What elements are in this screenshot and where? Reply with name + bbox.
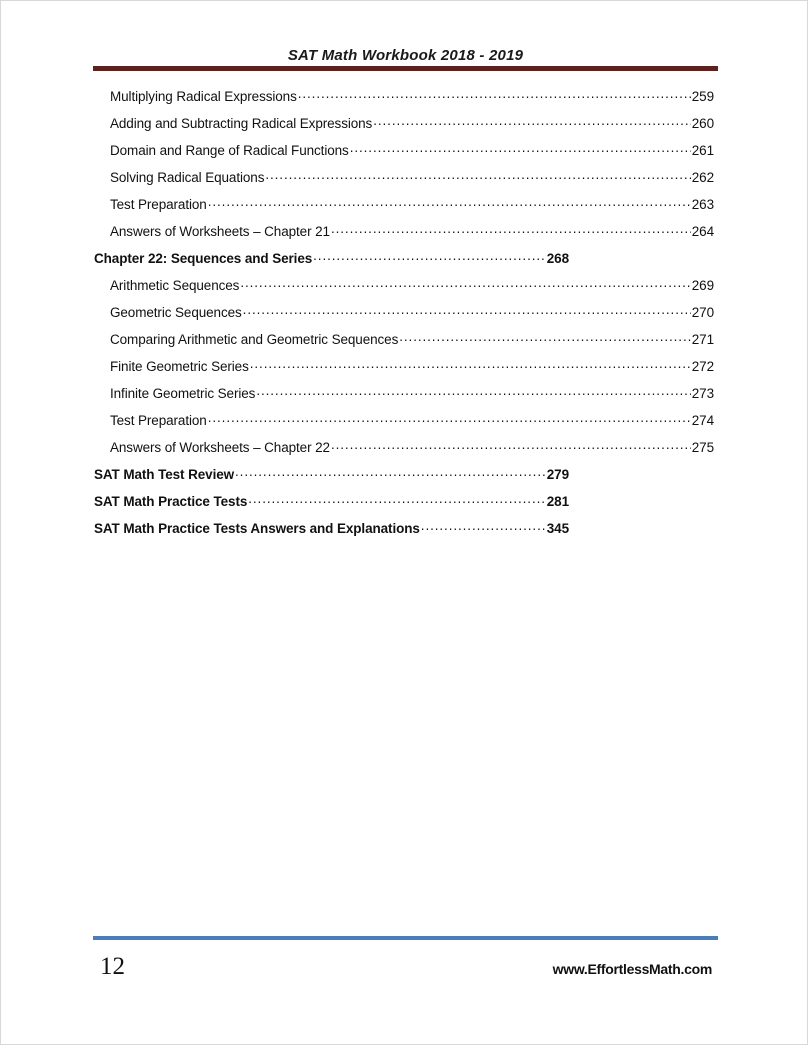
page-header-title: SAT Math Workbook 2018 - 2019 [287,47,524,64]
footer-page-number: 12 [100,953,125,980]
toc-entry-page-number: 272 [691,358,714,374]
toc-leader-dots [265,168,690,182]
toc-leader-dots [331,438,691,452]
footer-website: www.EffortlessMath.com [552,961,712,977]
toc-entry-label: Infinite Geometric Series [110,385,256,401]
toc-leader-dots [399,330,691,344]
toc-entry-page-number: 271 [691,331,714,347]
toc-entry-page-number: 262 [691,169,714,185]
toc-entry-label: Adding and Subtracting Radical Expressions [110,115,373,131]
toc-entry-label: Solving Radical Equations [110,169,265,185]
toc-leader-dots [350,141,691,155]
toc-entry[interactable] [1,276,808,303]
toc-entry-page-number: 260 [691,115,714,131]
toc-entry[interactable] [1,492,808,519]
toc-entry-page-number: 264 [691,223,714,239]
toc-entry-label: Domain and Range of Radical Functions [110,142,349,158]
toc-entry[interactable] [1,438,808,465]
toc-entry[interactable] [1,303,808,330]
toc-entry[interactable] [1,384,808,411]
toc-entry-page-number: 270 [691,304,714,320]
toc-entry-label: SAT Math Test Review [94,466,235,482]
toc-entry-page-number: 259 [691,88,714,104]
toc-entry-page-number: 345 [546,520,569,536]
toc-entry[interactable] [1,114,808,141]
toc-entry[interactable] [1,195,808,222]
toc-entry[interactable] [1,411,808,438]
toc-entry-page-number: 274 [691,412,714,428]
toc-leader-dots [373,114,691,128]
table-of-contents [1,87,808,546]
toc-leader-dots [331,222,691,236]
toc-leader-dots [298,87,691,101]
toc-entry-page-number: 273 [691,385,714,401]
toc-leader-dots [256,384,690,398]
toc-leader-dots [250,357,691,371]
toc-entry-page-number: 268 [546,250,569,266]
toc-entry-page-number: 263 [691,196,714,212]
toc-entry-page-number: 275 [691,439,714,455]
toc-entry-label: Multiplying Radical Expressions [110,88,297,104]
toc-entry[interactable] [1,357,808,384]
toc-leader-dots [240,276,690,290]
toc-entry[interactable] [1,519,808,546]
toc-entry[interactable] [1,87,808,114]
toc-leader-dots [243,303,691,317]
toc-entry-label: Comparing Arithmetic and Geometric Sequences [110,331,399,347]
toc-entry-label: Geometric Sequences [110,304,242,320]
toc-leader-dots [208,195,691,209]
header-rule [93,66,718,71]
toc-entry[interactable] [1,249,808,276]
toc-entry-label: Chapter 22: Sequences and Series [94,250,313,266]
toc-entry-label: SAT Math Practice Tests [94,493,248,509]
toc-entry-page-number: 261 [691,142,714,158]
toc-entry[interactable] [1,465,808,492]
toc-entry[interactable] [1,222,808,249]
toc-leader-dots [421,519,546,533]
toc-entry[interactable] [1,168,808,195]
toc-entry-page-number: 281 [546,493,569,509]
toc-entry-label: Test Preparation [110,196,207,212]
toc-leader-dots [208,411,691,425]
toc-entry-page-number: 279 [546,466,569,482]
toc-entry-label: Finite Geometric Series [110,358,249,374]
toc-entry[interactable] [1,141,808,168]
toc-leader-dots [313,249,546,263]
toc-entry-label: Arithmetic Sequences [110,277,240,293]
toc-leader-dots [235,465,546,479]
toc-leader-dots [248,492,546,506]
toc-entry-label: SAT Math Practice Tests Answers and Explanations [94,520,420,536]
toc-entry-label: Test Preparation [110,412,207,428]
toc-entry[interactable] [1,330,808,357]
toc-entry-label: Answers of Worksheets – Chapter 22 [110,439,330,455]
toc-entry-label: Answers of Worksheets – Chapter 21 [110,223,330,239]
toc-entry-page-number: 269 [691,277,714,293]
footer-rule [93,936,718,940]
